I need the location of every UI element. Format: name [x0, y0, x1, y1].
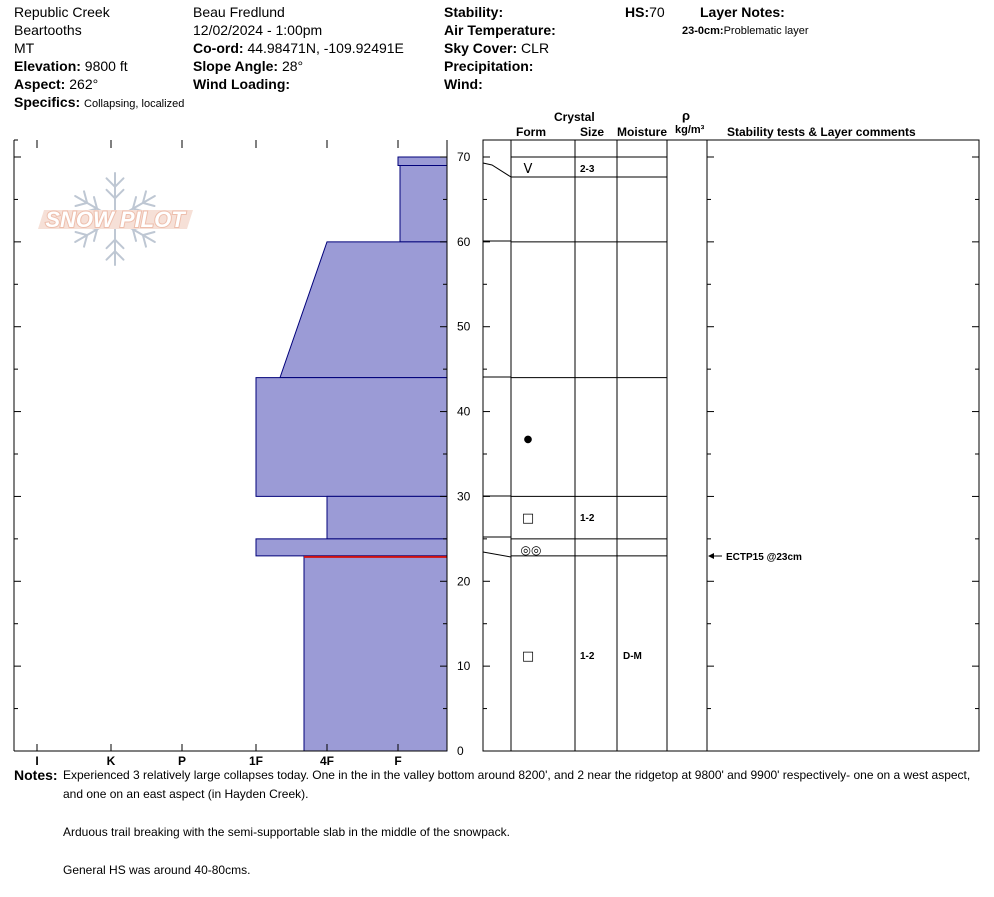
form-header: Form	[516, 125, 546, 139]
layer-notes-title: Layer Notes:	[700, 4, 785, 20]
flake-branch	[143, 232, 155, 235]
precipitation: Precipitation:	[444, 58, 534, 74]
state: MT	[14, 40, 35, 56]
flake-branch	[76, 203, 88, 206]
grain-marks	[521, 162, 802, 664]
hs-value: HS:70	[625, 4, 665, 20]
flake-branch	[107, 251, 115, 259]
y-tick-label: 40	[457, 404, 471, 419]
y-tick-label: 0	[457, 744, 464, 758]
flake-branch	[107, 240, 115, 248]
observer: Beau Fredlund	[193, 4, 285, 20]
density-rho-header: ρ	[682, 108, 691, 123]
grain-form-symbol: ●	[523, 434, 533, 445]
notes-label: Notes:	[14, 767, 58, 783]
flake-branch	[115, 251, 123, 259]
grain-table-grid	[483, 140, 979, 751]
notes-line-1: Experienced 3 relatively large collapses today. One in the in the valley bottom around 8200', and 2 near the ridgetop at 9800' and 9900' respectively- one on a west aspect,	[63, 768, 971, 782]
y-tick-label: 20	[457, 574, 471, 589]
location-name: Republic Creek	[14, 4, 110, 20]
y-tick-label: 30	[457, 489, 471, 504]
stability: Stability:	[444, 4, 504, 20]
wind: Wind:	[444, 76, 483, 92]
slope-angle: Slope Angle: 28°	[193, 58, 304, 74]
hardness-layer	[400, 165, 447, 241]
grain-form-symbol: □	[521, 649, 535, 664]
x-tick-label: K	[106, 754, 116, 768]
y-tick-label: 50	[457, 319, 471, 334]
hardness-layer	[304, 556, 447, 751]
x-tick-label: F	[394, 754, 402, 768]
grain-size-label: 1-2	[580, 651, 595, 662]
flake-branch	[143, 203, 155, 206]
flake-branch	[115, 240, 123, 248]
x-tick-label: P	[177, 754, 187, 768]
wind-loading: Wind Loading:	[193, 76, 291, 92]
hardness-layer	[398, 157, 447, 165]
grain-moisture-label: D-M	[623, 651, 642, 662]
elevation: Elevation: 9800 ft	[14, 58, 128, 74]
stability-arrow-head	[708, 553, 714, 559]
notes-line-4: General HS was around 40-80cms.	[63, 863, 251, 877]
x-tick-label: I	[35, 754, 39, 768]
grain-form-symbol: V	[523, 162, 533, 177]
y-tick-label: 60	[457, 234, 471, 249]
density-unit-header: kg/m³	[675, 124, 705, 136]
stability-comments-header: Stability tests & Layer comments	[727, 125, 916, 139]
x-tick-label: 1F	[248, 754, 264, 768]
moisture-header: Moisture	[617, 125, 668, 139]
hardness-layer	[327, 496, 447, 538]
date-time: 12/02/2024 - 1:00pm	[193, 22, 323, 38]
hardness-layer	[256, 539, 447, 556]
notes-line-3: Arduous trail breaking with the semi-supportable slab in the middle of the snowpack.	[63, 825, 510, 839]
flake-branch	[76, 232, 88, 235]
size-header: Size	[580, 125, 605, 139]
flake-branch	[115, 178, 123, 186]
depth-connector	[483, 552, 511, 557]
depth-connector	[483, 163, 511, 177]
flake-branch	[107, 178, 115, 186]
aspect: Aspect: 262°	[14, 76, 99, 92]
grain-size-label: 2-3	[580, 164, 595, 175]
grain-size-label: 1-2	[580, 513, 595, 524]
stability-test-label: ECTP15 @23cm	[726, 552, 802, 563]
layer-note: 23-0cm:Problematic layer	[682, 25, 809, 37]
hardness-layers	[256, 157, 447, 751]
grain-table-border	[483, 140, 979, 751]
coordinates: Co-ord: 44.98471N, -109.92491E	[193, 40, 404, 56]
crystal-header: Crystal	[554, 110, 595, 124]
grain-form-symbol: ◎◎	[520, 543, 542, 557]
flake-branch	[107, 190, 115, 198]
flake-branch	[115, 190, 123, 198]
notes-line-2: and one on an east aspect (in Hayden Creek).	[63, 787, 309, 801]
snowpilot-logo	[38, 173, 193, 265]
y-tick-label: 70	[457, 150, 471, 164]
sky-cover: Sky Cover: CLR	[444, 40, 550, 56]
mountain-range: Beartooths	[14, 22, 82, 38]
hardness-layer	[256, 378, 447, 497]
specifics: Specifics: Collapsing, localized	[14, 94, 185, 110]
y-tick-label: 10	[457, 659, 471, 674]
hardness-layer	[280, 242, 447, 378]
air-temperature: Air Temperature:	[444, 22, 556, 38]
grain-form-symbol: □	[521, 511, 535, 526]
snowpilot-logo-text: SNOW PILOT	[45, 207, 185, 232]
x-tick-label: 4F	[319, 754, 335, 768]
